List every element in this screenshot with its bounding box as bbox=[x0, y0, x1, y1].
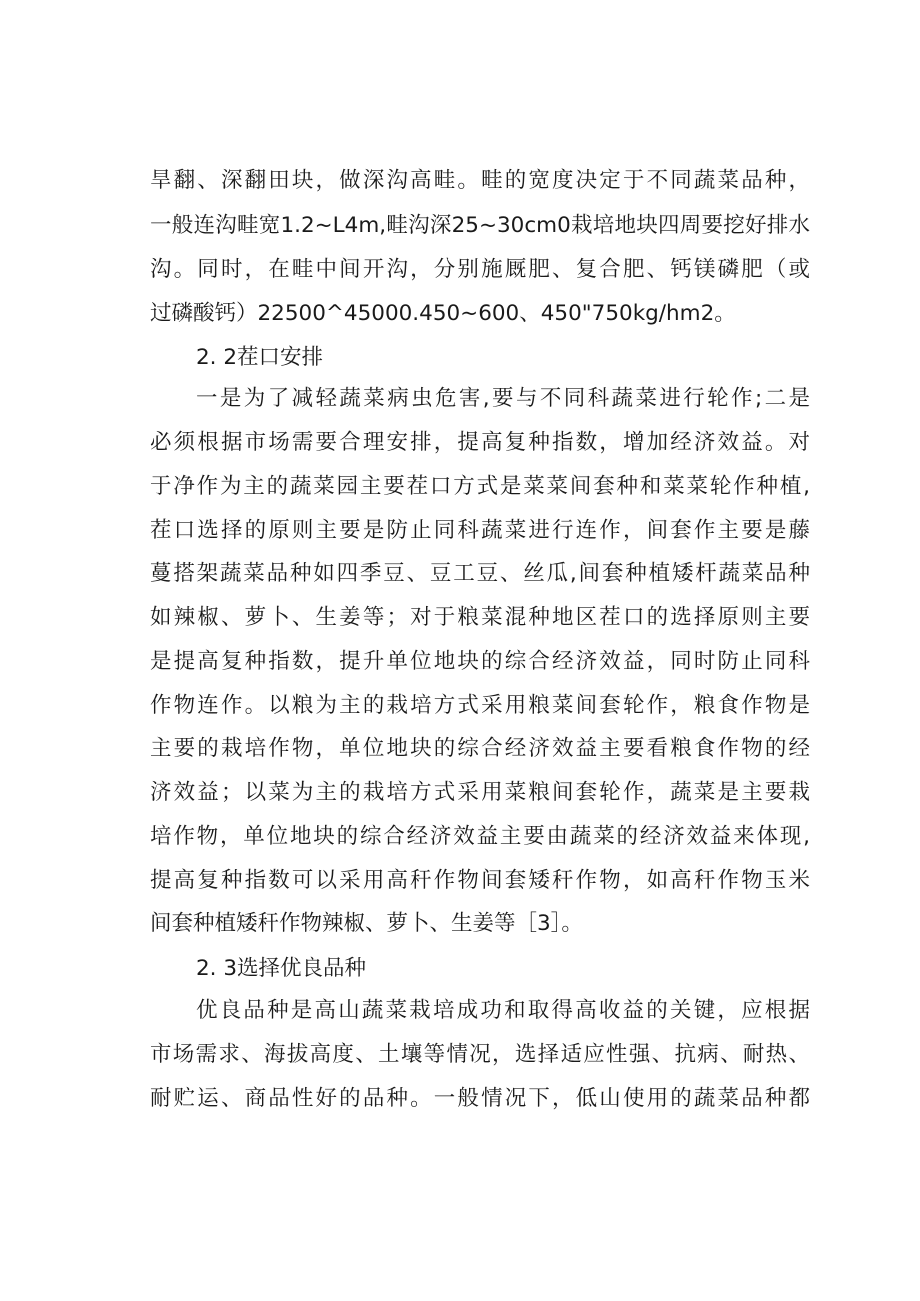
text-line: 一是为了减轻蔬菜病虫危害,要与不同科蔬菜进行轮作;二是 bbox=[196, 386, 810, 411]
text-line: 于净作为主的蔬菜园主要茬口方式是菜菜间套种和菜菜轮作种植, bbox=[150, 474, 810, 499]
text-line: 济效益；以菜为主的栽培方式采用菜粮间套轮作，蔬菜是主要栽 bbox=[150, 780, 810, 805]
text-line: 提高复种指数可以采用高秆作物间套矮秆作物，如高秆作物玉米 bbox=[150, 868, 810, 893]
text-line: 作物连作。以粮为主的栽培方式采用粮菜间套轮作，粮食作物是 bbox=[150, 693, 810, 718]
text-line: 是提高复种指数，提升单位地块的综合经济效益，同时防止同科 bbox=[150, 649, 810, 674]
text-line: 沟。同时，在畦中间开沟，分别施厩肥、复合肥、钙镁磷肥（或 bbox=[150, 257, 810, 282]
text-line: 主要的栽培作物，单位地块的综合经济效益主要看粮食作物的经 bbox=[150, 736, 810, 761]
text-line: 间套种植矮秆作物辣椒、萝卜、生姜等［3］。 bbox=[150, 911, 583, 936]
text-line: 如辣椒、萝卜、生姜等；对于粮菜混种地区茬口的选择原则主要 bbox=[150, 605, 810, 630]
text-line: 茬口选择的原则主要是防止同科蔬菜进行连作，间套作主要是藤 bbox=[150, 518, 810, 543]
text-line: 一般连沟畦宽1.2~L4m,畦沟深25~30cm0栽培地块四周要挖好排水 bbox=[150, 213, 810, 238]
text-line: 必须根据市场需要合理安排，提高复种指数，增加经济效益。对 bbox=[150, 430, 810, 455]
text-line: 市场需求、海拔高度、土壤等情况，选择适应性强、抗病、耐热、 bbox=[150, 1042, 810, 1067]
text-line: 培作物，单位地块的综合经济效益主要由蔬菜的经济效益来体现, bbox=[150, 824, 810, 849]
section-heading: 2. 3选择优良品种 bbox=[196, 956, 367, 981]
text-line: 耐贮运、商品性好的品种。一般情况下，低山使用的蔬菜品种都 bbox=[150, 1086, 810, 1111]
text-line: 优良品种是高山蔬菜栽培成功和取得高收益的关键，应根据 bbox=[196, 998, 810, 1023]
text-line: 蔓搭架蔬菜品种如四季豆、豆工豆、丝瓜,间套种植矮杆蔬菜品种 bbox=[150, 561, 810, 586]
section-heading: 2. 2茬口安排 bbox=[196, 345, 324, 370]
text-line: 过磷酸钙）22500^45000.450~600、450"750kg∕hm2。 bbox=[150, 301, 736, 326]
text-line: 旱翻、深翻田块，做深沟高畦。畦的宽度决定于不同蔬菜品种， bbox=[150, 168, 810, 193]
